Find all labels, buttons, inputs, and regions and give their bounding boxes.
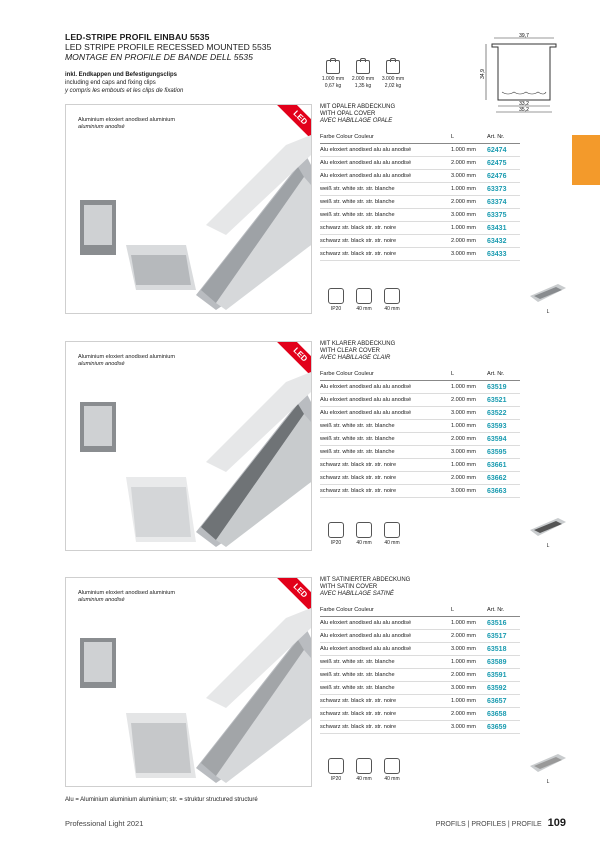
table-cell: weiß str. white str. str. blanche (320, 446, 451, 459)
table-cell: 3.000 mm (451, 446, 487, 459)
table-cell: 1.000 mm (451, 656, 487, 669)
table-cell: 3.000 mm (451, 209, 487, 222)
table-cell: schwarz str. black str. str. noire (320, 235, 451, 248)
article-number: 63589 (487, 656, 520, 669)
table-cell: 2.000 mm (451, 630, 487, 643)
dim-top: 39,7 (519, 33, 529, 39)
weight-item (380, 60, 406, 89)
table-row (320, 196, 520, 209)
dim-height: 34,9 (480, 69, 486, 79)
col-color: Farbe Colour Couleur (320, 368, 451, 381)
table-cell: 1.000 mm (451, 183, 487, 196)
weight-value: 0,67 kg (324, 82, 342, 89)
page-header (65, 32, 271, 62)
table-row (320, 643, 520, 656)
table-row (320, 209, 520, 222)
col-color: Farbe Colour Couleur (320, 131, 451, 144)
weight-item (350, 60, 376, 89)
table-row (320, 630, 520, 643)
table-cell: Alu eloxiert anodised alu alu anodisé (320, 170, 451, 183)
table-cell: Alu eloxiert anodised alu alu anodisé (320, 630, 451, 643)
profile-thumbnail-2 (528, 516, 568, 549)
title-de: LED-STRIPE PROFIL EINBAU 5535 (65, 32, 210, 42)
weight-icon (386, 60, 400, 74)
section-title-en: WITH SATIN COVER (320, 584, 378, 590)
article-number: 63522 (487, 407, 520, 420)
section-heading-3 (320, 577, 410, 598)
product-table-1 (320, 131, 520, 261)
profile-thumb-image (528, 282, 568, 304)
section-title-en: WITH OPAL COVER (320, 111, 376, 117)
note-en: including end caps and fixing clips (65, 80, 156, 86)
article-number: 63516 (487, 617, 520, 630)
table-cell: 3.000 mm (451, 682, 487, 695)
article-number: 63592 (487, 682, 520, 695)
section-heading-2 (320, 341, 395, 362)
table-cell: 2.000 mm (451, 235, 487, 248)
table-cell: Alu eloxiert anodised alu alu anodisé (320, 617, 451, 630)
clip-icon (384, 758, 400, 774)
col-length: L (451, 368, 487, 381)
table-row (320, 235, 520, 248)
table-cell: 3.000 mm (451, 485, 487, 498)
material-label-fr: aluminium anodisé (78, 124, 125, 130)
article-number: 63591 (487, 669, 520, 682)
section-title-de: MIT KLARER ABDECKUNG (320, 341, 396, 347)
profile-photo (66, 105, 311, 313)
section-title-fr: AVEC HABILLAGE CLAIR (320, 355, 391, 361)
profile-thumbnail-1 (528, 282, 568, 315)
section-heading-1 (320, 104, 395, 125)
spacing-icon (356, 758, 372, 774)
product-image-1 (65, 104, 312, 314)
weight-icon (356, 60, 370, 74)
material-label-en: Aluminium eloxiert anodised aluminium (78, 590, 176, 596)
article-number: 63663 (487, 485, 520, 498)
article-number: 63374 (487, 196, 520, 209)
led-tag: LED (275, 577, 312, 616)
dim-bottom2: 35,2 (519, 107, 529, 113)
includes-note (65, 71, 183, 95)
title-fr: MONTAGE EN PROFILE DE BANDE DELL 5535 (65, 52, 253, 62)
table-cell: Alu eloxiert anodised alu alu anodisé (320, 157, 451, 170)
section-title-fr: AVEC HABILLAGE OPALE (320, 118, 393, 124)
table-cell: 2.000 mm (451, 669, 487, 682)
weight-length: 3.000 mm (381, 76, 405, 82)
spec-icons-1 (326, 288, 402, 312)
led-tag: LED (275, 104, 312, 143)
table-row (320, 433, 520, 446)
table-cell: 1.000 mm (451, 420, 487, 433)
article-number: 63375 (487, 209, 520, 222)
weights (320, 60, 406, 89)
table-cell: 2.000 mm (451, 433, 487, 446)
product-table-3 (320, 604, 520, 734)
table-cell: 2.000 mm (451, 472, 487, 485)
footer-section: PROFILS | PROFILES | PROFILE (435, 821, 542, 828)
spacing-icon (356, 288, 372, 304)
table-cell: Alu eloxiert anodised alu alu anodisé (320, 144, 451, 157)
profile-thumbnail-3 (528, 752, 568, 785)
table-row (320, 669, 520, 682)
col-art: Art. Nr. (487, 604, 520, 617)
thumb-length-label: L (546, 779, 550, 785)
article-number: 62476 (487, 170, 520, 183)
article-number: 63659 (487, 721, 520, 734)
table-cell: weiß str. white str. str. blanche (320, 682, 451, 695)
weight-length: 1.000 mm (321, 76, 345, 82)
profile-photo (66, 578, 311, 786)
section-title-fr: AVEC HABILLAGE SATINÉ (320, 591, 394, 597)
table-cell: 3.000 mm (451, 248, 487, 261)
table-row (320, 381, 520, 394)
table-cell: 2.000 mm (451, 708, 487, 721)
dim-bottom1: 33,2 (519, 101, 529, 107)
clip-icon (384, 522, 400, 538)
table-cell: 3.000 mm (451, 721, 487, 734)
table-cell: weiß str. white str. str. blanche (320, 669, 451, 682)
table-row (320, 157, 520, 170)
table-cell: 1.000 mm (451, 459, 487, 472)
article-number: 63432 (487, 235, 520, 248)
spacing-icon (356, 522, 372, 538)
table-header (320, 604, 520, 617)
article-number: 63518 (487, 643, 520, 656)
article-number: 63657 (487, 695, 520, 708)
table-cell: 1.000 mm (451, 617, 487, 630)
section-title-de: MIT SATINIERTER ABDECKUNG (320, 577, 411, 583)
table-cell: weiß str. white str. str. blanche (320, 656, 451, 669)
article-number: 63662 (487, 472, 520, 485)
product-image-3 (65, 577, 312, 787)
thumb-length-label: L (546, 543, 550, 549)
table-cell: 1.000 mm (451, 695, 487, 708)
profile-drawing (478, 32, 560, 114)
ip-rating: IP20 (326, 522, 346, 546)
profile-thumb-image (528, 752, 568, 774)
article-number: 63519 (487, 381, 520, 394)
table-cell: schwarz str. black str. str. noire (320, 695, 451, 708)
table-row (320, 446, 520, 459)
note-fr: y compris les embouts et les clips de fixation (65, 88, 184, 94)
weight-value: 1,35 kg (354, 82, 372, 89)
table-row (320, 472, 520, 485)
col-art: Art. Nr. (487, 131, 520, 144)
material-label-en: Aluminium eloxiert anodised aluminium (78, 354, 176, 360)
table-row (320, 144, 520, 157)
table-cell: 3.000 mm (451, 170, 487, 183)
table-header (320, 131, 520, 144)
legend: Alu = Aluminium aluminium aluminium; str. = struktur structured structuré (65, 797, 258, 803)
col-color: Farbe Colour Couleur (320, 604, 451, 617)
article-number: 62474 (487, 144, 520, 157)
product-table-2 (320, 368, 520, 498)
table-cell: schwarz str. black str. str. noire (320, 248, 451, 261)
table-cell: 1.000 mm (451, 222, 487, 235)
spec-icons-3 (326, 758, 402, 782)
drop-icon (328, 758, 344, 774)
table-row (320, 682, 520, 695)
table-cell: weiß str. white str. str. blanche (320, 433, 451, 446)
weight-icon (326, 60, 340, 74)
section-tab (572, 135, 600, 185)
material-label-en: Aluminium eloxiert anodised aluminium (78, 117, 176, 123)
drop-icon (328, 288, 344, 304)
ip-rating: IP20 (326, 288, 346, 312)
article-number: 63433 (487, 248, 520, 261)
table-row (320, 394, 520, 407)
article-number: 63373 (487, 183, 520, 196)
table-row (320, 170, 520, 183)
table-cell: 1.000 mm (451, 381, 487, 394)
product-image-2 (65, 341, 312, 551)
table-cell: 2.000 mm (451, 394, 487, 407)
article-number: 63594 (487, 433, 520, 446)
table-row (320, 695, 520, 708)
spacing-spec: 40 mm (382, 758, 402, 782)
table-cell: schwarz str. black str. str. noire (320, 222, 451, 235)
section-title-en: WITH CLEAR COVER (320, 348, 381, 354)
ip-rating: IP20 (326, 758, 346, 782)
article-number: 63595 (487, 446, 520, 459)
table-cell: schwarz str. black str. str. noire (320, 708, 451, 721)
section-title-de: MIT OPALER ABDECKUNG (320, 104, 396, 110)
table-cell: 1.000 mm (451, 144, 487, 157)
table-header (320, 368, 520, 381)
weight-value: 2,02 kg (384, 82, 402, 89)
article-number: 63593 (487, 420, 520, 433)
page-number: 109 (547, 817, 566, 829)
table-row (320, 248, 520, 261)
spacing-spec: 40 mm (382, 522, 402, 546)
col-length: L (451, 604, 487, 617)
table-cell: 3.000 mm (451, 643, 487, 656)
material-label-fr: aluminium anodisé (78, 597, 125, 603)
table-row (320, 407, 520, 420)
col-length: L (451, 131, 487, 144)
article-number: 63658 (487, 708, 520, 721)
table-cell: Alu eloxiert anodised alu alu anodisé (320, 643, 451, 656)
table-row (320, 485, 520, 498)
table-cell: schwarz str. black str. str. noire (320, 721, 451, 734)
table-cell: weiß str. white str. str. blanche (320, 420, 451, 433)
table-cell: weiß str. white str. str. blanche (320, 183, 451, 196)
spacing-spec: 40 mm (354, 522, 374, 546)
table-row (320, 708, 520, 721)
table-cell: weiß str. white str. str. blanche (320, 196, 451, 209)
weight-item (320, 60, 346, 89)
col-art: Art. Nr. (487, 368, 520, 381)
table-cell: Alu eloxiert anodised alu alu anodisé (320, 381, 451, 394)
led-tag: LED (275, 341, 312, 380)
weight-length: 2.000 mm (351, 76, 375, 82)
drop-icon (328, 522, 344, 538)
table-cell: 2.000 mm (451, 157, 487, 170)
table-row (320, 721, 520, 734)
spec-icons-2 (326, 522, 402, 546)
table-cell: schwarz str. black str. str. noire (320, 485, 451, 498)
table-row (320, 222, 520, 235)
note-de: inkl. Endkappen und Befestigungsclips (65, 72, 178, 78)
article-number: 63661 (487, 459, 520, 472)
table-cell: schwarz str. black str. str. noire (320, 472, 451, 485)
table-row (320, 183, 520, 196)
table-cell: schwarz str. black str. str. noire (320, 459, 451, 472)
title-en: LED STRIPE PROFILE RECESSED MOUNTED 5535 (65, 42, 272, 52)
profile-thumb-image (528, 516, 568, 538)
article-number: 63521 (487, 394, 520, 407)
table-row (320, 420, 520, 433)
spacing-spec: 40 mm (354, 758, 374, 782)
article-number: 63517 (487, 630, 520, 643)
footer-right (436, 817, 566, 829)
spacing-spec: 40 mm (354, 288, 374, 312)
table-cell: 3.000 mm (451, 407, 487, 420)
clip-icon (384, 288, 400, 304)
article-number: 62475 (487, 157, 520, 170)
article-number: 63431 (487, 222, 520, 235)
spacing-spec: 40 mm (382, 288, 402, 312)
footer-brand: Professional Light 2021 (65, 819, 144, 828)
table-row (320, 617, 520, 630)
table-cell: weiß str. white str. str. blanche (320, 209, 451, 222)
profile-photo (66, 342, 311, 550)
table-cell: 2.000 mm (451, 196, 487, 209)
table-row (320, 459, 520, 472)
table-row (320, 656, 520, 669)
material-label-fr: aluminium anodisé (78, 361, 125, 367)
table-cell: Alu eloxiert anodised alu alu anodisé (320, 407, 451, 420)
table-cell: Alu eloxiert anodised alu alu anodisé (320, 394, 451, 407)
thumb-length-label: L (546, 309, 550, 315)
